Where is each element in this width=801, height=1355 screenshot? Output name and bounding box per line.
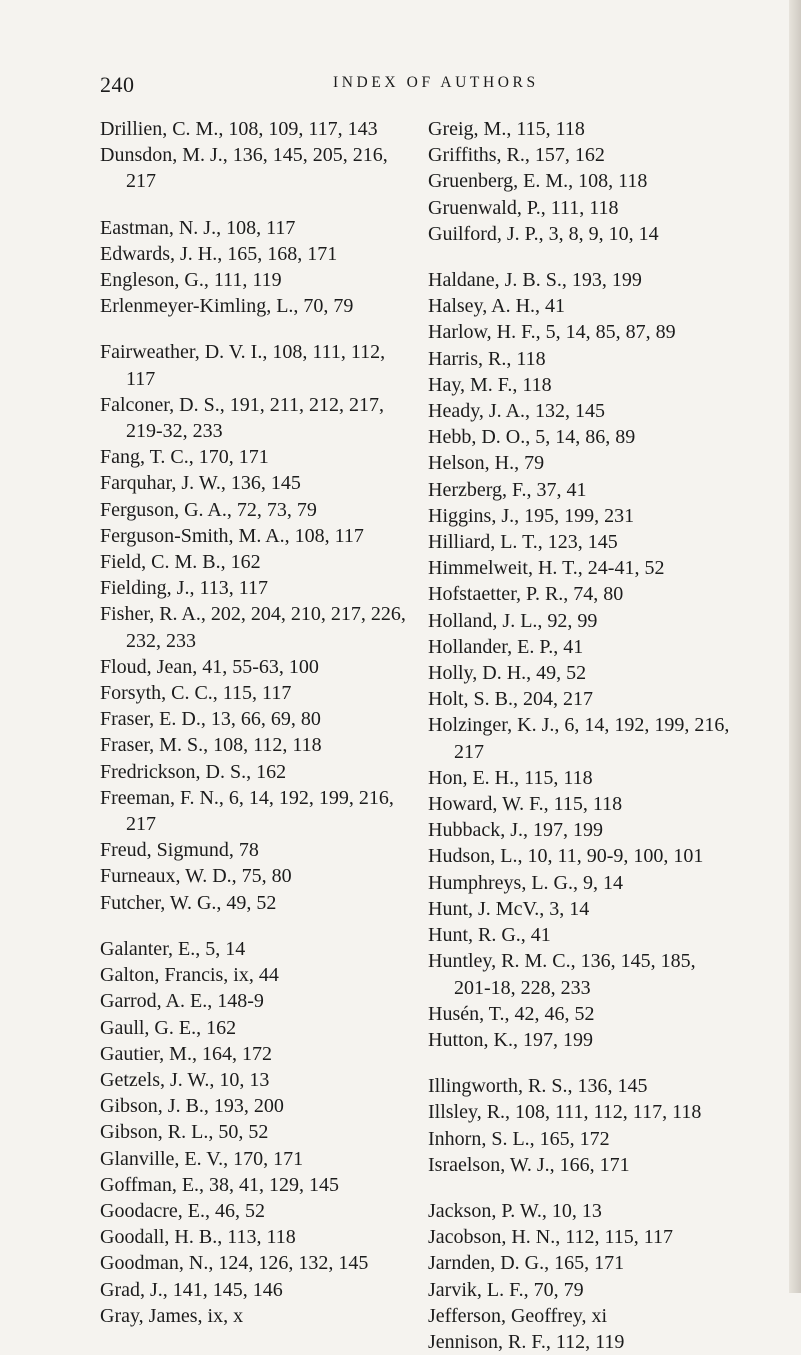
index-entry: Farquhar, J. W., 136, 145 (100, 472, 301, 495)
index-entry: Halsey, A. H., 41 (428, 295, 566, 318)
index-entry: Field, C. M. B., 162 (100, 551, 261, 574)
index-entry: Hofstaetter, P. R., 74, 80 (428, 583, 624, 606)
index-entry: Freud, Sigmund, 78 (100, 839, 259, 862)
index-entry: Gaull, G. E., 162 (100, 1016, 237, 1039)
index-entry: Erlenmeyer-Kimling, L., 70, 79 (100, 295, 354, 318)
index-entry: Hebb, D. O., 5, 14, 86, 89 (428, 426, 636, 449)
index-entry: Hon, E. H., 115, 118 (428, 766, 593, 789)
index-entry: Fraser, E. D., 13, 66, 69, 80 (100, 708, 321, 731)
running-title: INDEX OF AUTHORS (333, 74, 539, 91)
index-entry: Griffiths, R., 157, 162 (428, 144, 605, 167)
index-entry: Herzberg, F., 37, 41 (428, 478, 587, 501)
index-entry: Fairweather, D. V. I., 108, 111, 112, 117 (100, 341, 386, 390)
index-entry: Heady, J. A., 132, 145 (428, 400, 606, 423)
index-entry: Holzinger, K. J., 6, 14, 192, 199, 216, 217 (428, 714, 730, 763)
page-number: 240 (100, 72, 135, 97)
index-entry: Getzels, J. W., 10, 13 (100, 1068, 270, 1091)
index-entry: Guilford, J. P., 3, 8, 9, 10, 14 (428, 222, 659, 245)
index-entry: Illsley, R., 108, 111, 112, 117, 118 (428, 1101, 702, 1124)
index-entry: Hubback, J., 197, 199 (428, 819, 603, 842)
index-entry: Jackson, P. W., 10, 13 (428, 1199, 602, 1222)
index-entry: Hunt, R. G., 41 (428, 924, 551, 947)
index-entry: Huntley, R. M. C., 136, 145, 185, 201-18, 228, 233 (428, 950, 696, 999)
index-entry: Humphreys, L. G., 9, 14 (428, 871, 623, 894)
index-entry: Freeman, F. N., 6, 14, 192, 199, 216, 217 (100, 786, 394, 836)
index-entry: Fielding, J., 113, 117 (100, 577, 268, 600)
index-entry: Grad, J., 141, 145, 146 (100, 1278, 283, 1301)
index-entry: Gray, James, ix, x (100, 1304, 244, 1327)
index-entry: Drillien, C. M., 108, 109, 117, 143 (100, 118, 378, 140)
index-entry: Hollander, E. P., 41 (428, 635, 584, 658)
index-entry: Fisher, R. A., 202, 204, 210, 217, 226, 232, 233 (100, 603, 406, 652)
index-entry: Gruenberg, E. M., 108, 118 (428, 170, 648, 193)
index-entry: Futcher, W. G., 49, 52 (100, 891, 277, 914)
index-entry: Eastman, N. J., 108, 117 (100, 216, 296, 239)
index-entry: Goffman, E., 38, 41, 129, 145 (100, 1173, 340, 1196)
index-entry: Goodacre, E., 46, 52 (100, 1199, 265, 1222)
index-entry: Greig, M., 115, 118 (428, 118, 585, 140)
index-entry: Hilliard, L. T., 123, 145 (428, 531, 618, 554)
index-entry: Fang, T. C., 170, 171 (100, 446, 269, 469)
index-entry: Helson, H., 79 (428, 452, 545, 475)
index-entry: Goodall, H. B., 113, 118 (100, 1226, 296, 1249)
index-entry: Gibson, R. L., 50, 52 (100, 1121, 269, 1144)
index-column-left (100, 116, 430, 1329)
index-entry: Gruenwald, P., 111, 118 (428, 196, 619, 219)
page-header (100, 72, 710, 112)
index-entry: Floud, Jean, 41, 55-63, 100 (100, 655, 319, 678)
index-entry: Husén, T., 42, 46, 52 (428, 1002, 595, 1025)
index-entry: Forsyth, C. C., 115, 117 (100, 682, 292, 705)
page-edge-shadow (789, 0, 801, 1293)
index-entry: Engleson, G., 111, 119 (100, 269, 282, 292)
index-entry: Fraser, M. S., 108, 112, 118 (100, 734, 322, 757)
index-entry: Ferguson-Smith, M. A., 108, 117 (100, 524, 364, 547)
index-entry: Harris, R., 118 (428, 347, 546, 370)
index-entry: Hudson, L., 10, 11, 90-9, 100, 101 (428, 845, 704, 868)
index-entry: Garrod, A. E., 148-9 (100, 990, 264, 1013)
index-entry: Haldane, J. B. S., 193, 199 (428, 269, 642, 292)
index-entry: Harlow, H. F., 5, 14, 85, 87, 89 (428, 321, 676, 344)
index-entry: Holland, J. L., 92, 99 (428, 609, 598, 632)
index-entry: Galton, Francis, ix, 44 (100, 964, 279, 987)
index-entry: Israelson, W. J., 166, 171 (428, 1153, 630, 1176)
index-entry: Ferguson, G. A., 72, 73, 79 (100, 498, 317, 521)
index-entry: Jacobson, H. N., 112, 115, 117 (428, 1226, 673, 1249)
index-entry: Jarvik, L. F., 70, 79 (428, 1278, 584, 1301)
index-entry: Gibson, J. B., 193, 200 (100, 1095, 284, 1118)
index-entry: Dunsdon, M. J., 136, 145, 205, 216, 217 (100, 144, 388, 193)
index-entry: Jennison, R. F., 112, 119 (428, 1330, 625, 1353)
index-entry: Edwards, J. H., 165, 168, 171 (100, 242, 338, 265)
index-entry: Jefferson, Geoffrey, xi (428, 1304, 608, 1327)
index-entry: Jarnden, D. G., 165, 171 (428, 1252, 625, 1275)
index-entry: Hunt, J. McV., 3, 14 (428, 897, 590, 920)
index-entry: Galanter, E., 5, 14 (100, 937, 246, 960)
index-entry: Holt, S. B., 204, 217 (428, 688, 594, 711)
index-column-right (428, 116, 758, 1355)
index-entry: Hutton, K., 197, 199 (428, 1028, 593, 1051)
index-entry: Goodman, N., 124, 126, 132, 145 (100, 1252, 369, 1275)
index-entry: Howard, W. F., 115, 118 (428, 793, 623, 816)
index-entry: Higgins, J., 195, 199, 231 (428, 504, 635, 527)
index-entry: Furneaux, W. D., 75, 80 (100, 865, 292, 888)
index-entry: Illingworth, R. S., 136, 145 (428, 1075, 648, 1098)
index-entry: Inhorn, S. L., 165, 172 (428, 1127, 610, 1150)
index-entry: Holly, D. H., 49, 52 (428, 662, 587, 685)
index-entry: Himmelweit, H. T., 24-41, 52 (428, 557, 665, 580)
index-entry: Glanville, E. V., 170, 171 (100, 1147, 304, 1170)
index-entry: Falconer, D. S., 191, 211, 212, 217, 219-32, 233 (100, 393, 384, 443)
index-entry: Gautier, M., 164, 172 (100, 1042, 272, 1065)
index-entry: Hay, M. F., 118 (428, 373, 552, 396)
index-entry: Fredrickson, D. S., 162 (100, 760, 287, 783)
